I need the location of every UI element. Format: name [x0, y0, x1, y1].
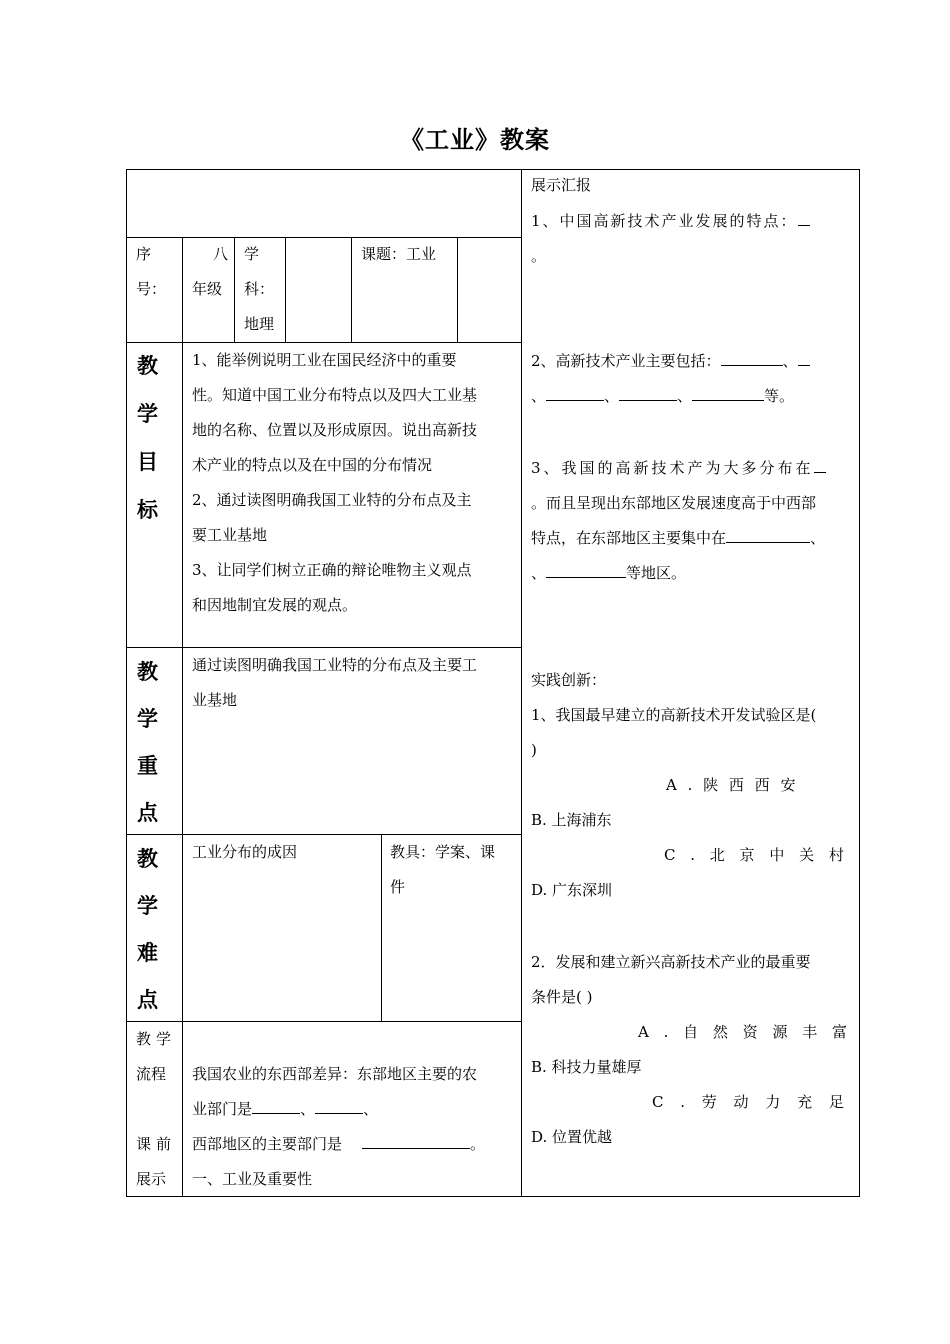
question-line: 。而且呈现出东部地区发展速度高于中西部: [531, 494, 817, 512]
answer-blank[interactable]: [692, 382, 764, 401]
page-title: 《工业》教案: [400, 126, 550, 154]
objective-line: 性。知道中国工业分布特点以及四大工业基: [192, 386, 478, 404]
process-text: 、: [300, 1100, 316, 1118]
process-label: 展示: [136, 1170, 167, 1188]
question-text: 1、中国高新技术产业发展的特点：: [531, 212, 798, 230]
grade-label: 年级: [192, 280, 223, 298]
table-border-top: [126, 169, 860, 170]
process-text: 业部门是: [192, 1100, 253, 1118]
difficulty-heading: 点: [137, 988, 158, 1012]
process-label: 课前: [136, 1135, 177, 1153]
difficulty-heading: 学: [137, 894, 158, 918]
subject-value: 地理: [244, 315, 275, 333]
option-b: B. 上海浦东: [531, 811, 612, 829]
question-text: 、: [677, 387, 693, 405]
answer-blank[interactable]: [814, 454, 826, 473]
question-text: 、: [531, 387, 547, 405]
keypoint-line: 通过读图明确我国工业特的分布点及主要工: [192, 656, 478, 674]
process-line: 我国农业的东西部差异：东部地区主要的农: [192, 1065, 478, 1083]
option-a: A . 自 然 资 源 丰 富: [638, 1023, 852, 1041]
option-c: C . 北 京 中 关 村: [664, 846, 849, 864]
process-line: [192, 1127, 485, 1162]
practice-question: 2．发展和建立新兴高新技术产业的最重要: [531, 953, 811, 971]
answer-blank[interactable]: [546, 559, 626, 578]
process-label: 流程: [136, 1065, 167, 1083]
question-text: 、: [810, 529, 826, 547]
question-text: 、: [531, 564, 547, 582]
process-text: 、: [363, 1100, 379, 1118]
process-label: 教学: [136, 1030, 177, 1048]
option-d: D. 广东深圳: [531, 881, 613, 899]
practice-question: ): [531, 741, 537, 759]
answer-blank[interactable]: [619, 382, 677, 401]
answer-blank[interactable]: [252, 1095, 300, 1114]
difficulty-heading: 难: [137, 941, 158, 965]
tools-label: 件: [390, 878, 406, 896]
objective-line: 和因地制宜发展的观点。: [192, 596, 358, 614]
answer-blank[interactable]: [315, 1095, 363, 1114]
objective-line: 地的名称、位置以及形成原因。说出高新技: [192, 421, 478, 439]
option-d: D. 位置优越: [531, 1128, 613, 1146]
col-divider: [285, 237, 286, 343]
question-text: 等。: [764, 387, 795, 405]
seq-label: 号：: [136, 280, 167, 298]
row-divider: [126, 1021, 521, 1022]
tools-label: 教具：学案、课: [390, 843, 496, 861]
answer-blank[interactable]: [546, 382, 604, 401]
objectives-heading: 目: [137, 450, 158, 474]
col-divider: [381, 834, 382, 1022]
subject-label: 科：: [244, 280, 275, 298]
table-border-right: [859, 169, 860, 1197]
option-a: A . 陕 西 西 安: [666, 776, 799, 794]
question-line: 。: [531, 247, 547, 265]
keypoints-heading: 重: [137, 754, 158, 778]
option-b: B. 科技力量雄厚: [531, 1058, 642, 1076]
answer-blank[interactable]: [362, 1130, 470, 1149]
answer-blank[interactable]: [798, 207, 810, 226]
answer-blank[interactable]: [798, 347, 810, 366]
objective-line: 1、能举例说明工业在国民经济中的重要: [192, 351, 457, 369]
seq-label: 序: [136, 245, 152, 263]
show-heading: 展示汇报: [531, 176, 592, 194]
question-text: 、: [604, 387, 620, 405]
table-divider-main: [521, 169, 522, 1197]
col-divider: [457, 237, 458, 343]
objectives-heading: 学: [137, 402, 158, 426]
col-divider: [182, 342, 183, 1197]
objectives-heading: 教: [137, 354, 158, 378]
objective-line: 2、通过读图明确我国工业特的分布点及主: [192, 491, 472, 509]
objective-line: 要工业基地: [192, 526, 268, 544]
process-text: 。: [470, 1135, 486, 1153]
keypoints-heading: 教: [137, 660, 158, 684]
question-line: [531, 344, 810, 379]
keypoints-heading: 学: [137, 707, 158, 731]
practice-question: 1、我国最早建立的高新技术开发试验区是(: [531, 706, 817, 724]
grade-label: 八: [213, 245, 229, 263]
objective-line: 3、让同学们树立正确的辩论唯物主义观点: [192, 561, 472, 579]
objectives-heading: 标: [137, 498, 158, 522]
col-divider: [182, 237, 183, 343]
question-text: 2、高新技术产业主要包括：: [531, 352, 721, 370]
keypoints-heading: 点: [137, 801, 158, 825]
process-text: 西部地区的主要部门是: [192, 1135, 343, 1153]
difficulty-text: 工业分布的成因: [192, 843, 298, 861]
question-text: 、: [782, 352, 798, 370]
question-text: 特点，在东部地区主要集中在: [531, 529, 727, 547]
topic-label: 课题：工业: [361, 245, 437, 263]
table-border-left: [126, 169, 127, 1197]
process-line: [192, 1092, 378, 1127]
question-line: [531, 556, 686, 591]
practice-heading: 实践创新：: [531, 671, 607, 689]
answer-blank[interactable]: [721, 347, 783, 366]
question-text: 3、我国的高新技术产为大多分布在: [531, 459, 814, 477]
option-c: C . 劳 动 力 充 足: [652, 1093, 850, 1111]
keypoint-line: 业基地: [192, 691, 238, 709]
question-line: [531, 204, 810, 239]
objective-line: 术产业的特点以及在中国的分布情况: [192, 456, 433, 474]
answer-blank[interactable]: [726, 524, 810, 543]
question-line: [531, 521, 825, 556]
question-line: [531, 451, 826, 486]
col-divider: [234, 237, 235, 343]
practice-question: 条件是( ): [531, 988, 593, 1006]
question-line: [531, 379, 794, 414]
row-divider: [126, 237, 521, 238]
subject-label: 学: [244, 245, 260, 263]
process-line: 一、工业及重要性: [192, 1170, 313, 1188]
question-text: 等地区。: [626, 564, 687, 582]
col-divider: [351, 237, 352, 343]
difficulty-heading: 教: [137, 847, 158, 871]
